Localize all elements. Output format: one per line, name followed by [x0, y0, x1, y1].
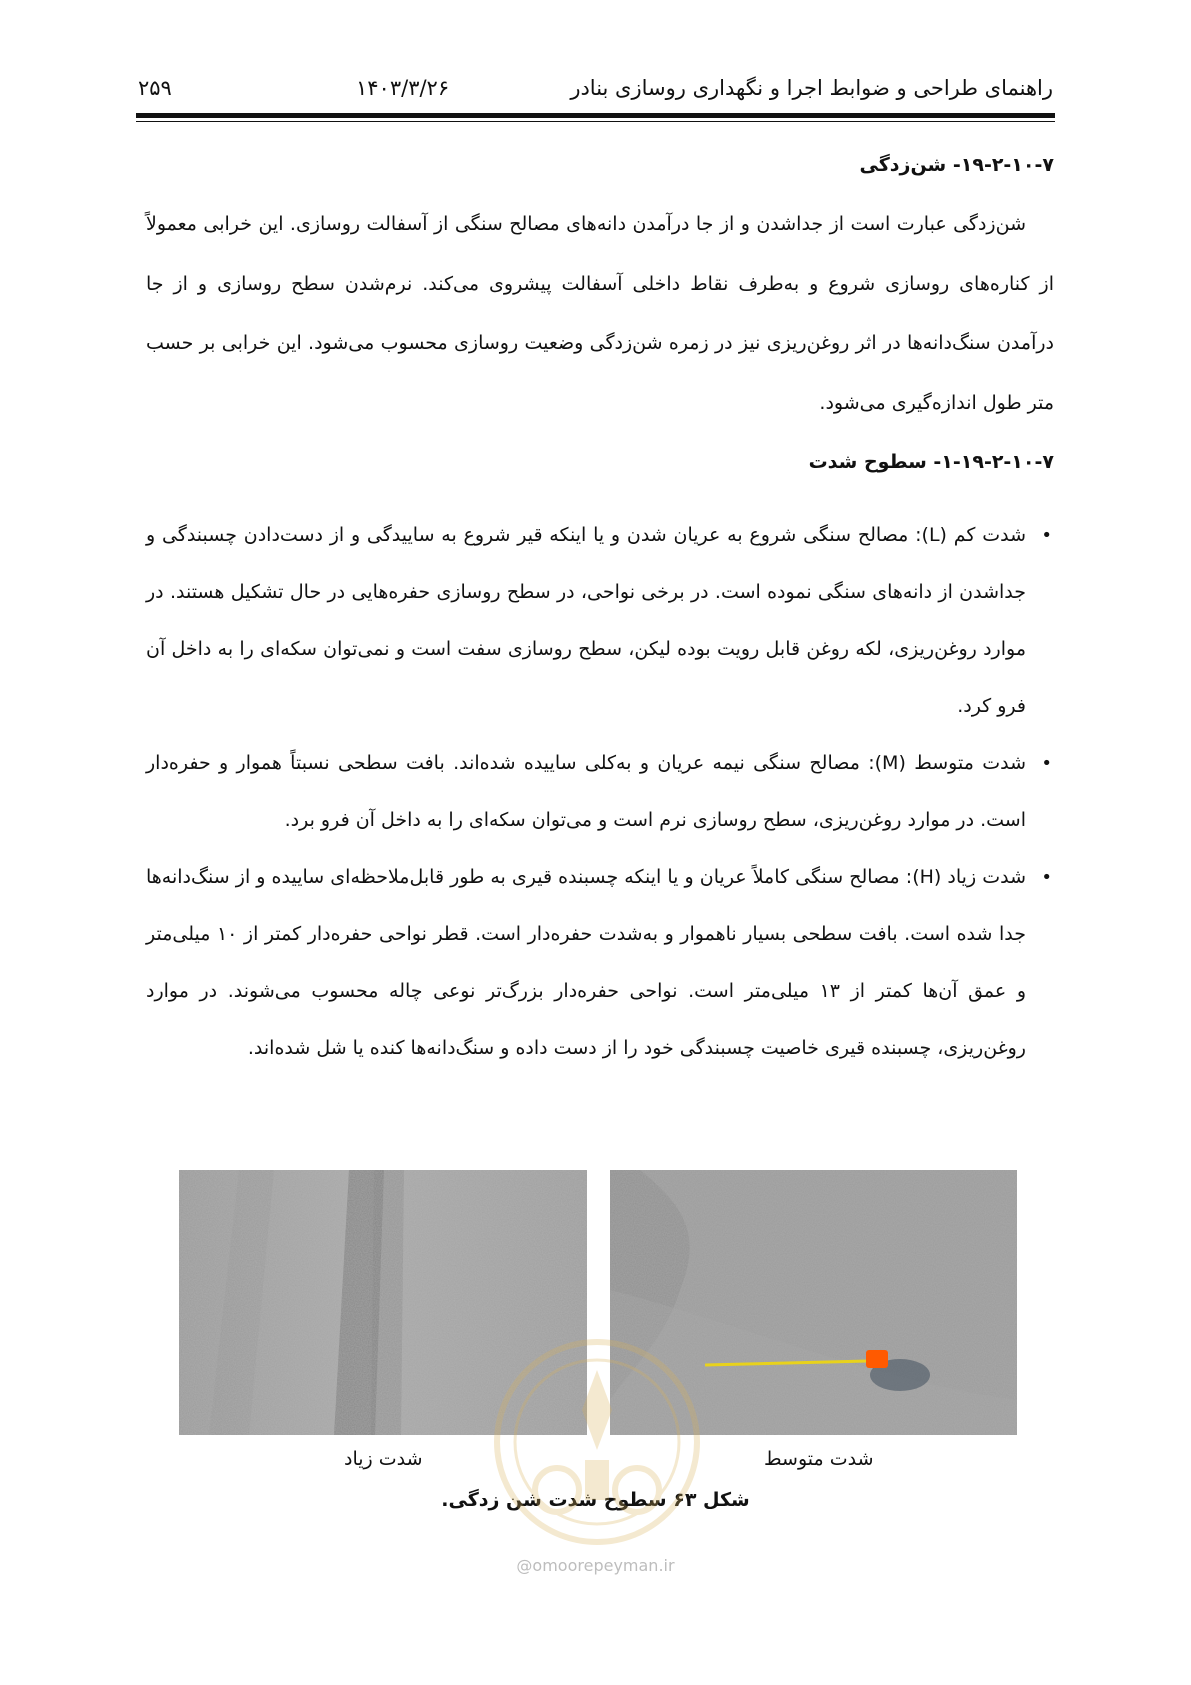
watermark-seal-icon: [487, 1330, 707, 1560]
figure-caption: شکل ۶۳ سطوح شدت شن زدگی.: [441, 1489, 750, 1511]
bullet-icon: •: [1041, 753, 1052, 774]
photo-caption-high: شدت زیاد: [344, 1448, 423, 1470]
severity-item-medium: [146, 735, 1054, 849]
severity-item-text: شدت کم (L): مصالح سنگی شروع به عریان شدن و یا اینکه قیر شروع به ساییدگی و از دست‌دادن چسبندگی و جداشدن از دانه‌های سنگی نموده است. در برخی نواحی، در سطح روسازی حفره‌هایی در حال تشکیل هستند. در موارد روغن‌ریزی، لکه روغن قابل رویت بوده لیکن، سطح روسازی سفت است و نمی‌توان سکه‌ای را به داخل آن فرو کرد.: [146, 524, 1026, 717]
header-rule-thin: [136, 121, 1055, 122]
bullet-icon: •: [1041, 525, 1052, 546]
tape-measure-icon: [866, 1350, 888, 1368]
bullet-icon: •: [1041, 867, 1052, 888]
page-content: [146, 135, 1054, 1077]
severity-list: [146, 507, 1054, 1077]
section-heading: ۱۹-۲-۱۰-۷- شن‌زدگی: [859, 154, 1054, 176]
section-paragraph: شن‌زدگی عبارت است از جداشدن و از جا درآمدن دانه‌های مصالح سنگی از آسفالت روسازی. این خرابی معمولاً از کناره‌های روسازی شروع و به‌طرف نقاط داخلی آسفالت پیشروی می‌کند. نرم‌شدن سطح روسازی و از جا درآمدن سنگ‌دانه‌ها در اثر روغن‌ریزی نیز در زمره شن‌زدگی وضعیت روسازی محسوب می‌شود. این خرابی بر حسب متر طول اندازه‌گیری می‌شود.: [146, 213, 1054, 414]
severity-item-high: [146, 849, 1054, 1077]
severity-item-text: شدت متوسط (M): مصالح سنگی نیمه عریان و به‌کلی ساییده شده‌اند. بافت سطحی نسبتاً هموار و حفره‌دار است. در موارد روغن‌ریزی، سطح روسازی نرم است و می‌توان سکه‌ای را به داخل آن فرو برد.: [146, 752, 1027, 831]
watermark-text: @omoorepeyman.ir: [516, 1556, 675, 1575]
header-date: ۱۴۰۳/۳/۲۶: [356, 76, 450, 100]
severity-item-text: شدت زیاد (H): مصالح سنگی کاملاً عریان و یا اینکه چسبنده قیری به طور قابل‌ملاحظه‌ای ساییده و از سنگ‌دانه‌ها جدا شده است. بافت سطحی بسیار ناهموار و به‌شدت حفره‌دار است. قطر نواحی حفره‌دار کمتر از ۱۰ میلی‌متر و عمق آن‌ها کمتر از ۱۳ میلی‌متر است. نواحی حفره‌دار بزرگ‌تر نوعی چاله محسوب می‌شوند. در موارد روغن‌ریزی، چسبنده قیری خاصیت چسبندگی خود را از دست داده و سنگ‌دانه‌ها کنده یا شل شده‌اند.: [146, 866, 1027, 1059]
header-rule: [136, 113, 1055, 118]
photo-caption-medium: شدت متوسط: [764, 1448, 874, 1470]
subsection-heading: ۱-۱۹-۲-۱۰-۷- سطوح شدت: [808, 451, 1054, 473]
severity-item-low: [146, 507, 1054, 735]
header-title: راهنمای طراحی و ضوابط اجرا و نگهداری روسازی بنادر: [570, 76, 1053, 100]
page-number: ۲۵۹: [138, 76, 172, 100]
